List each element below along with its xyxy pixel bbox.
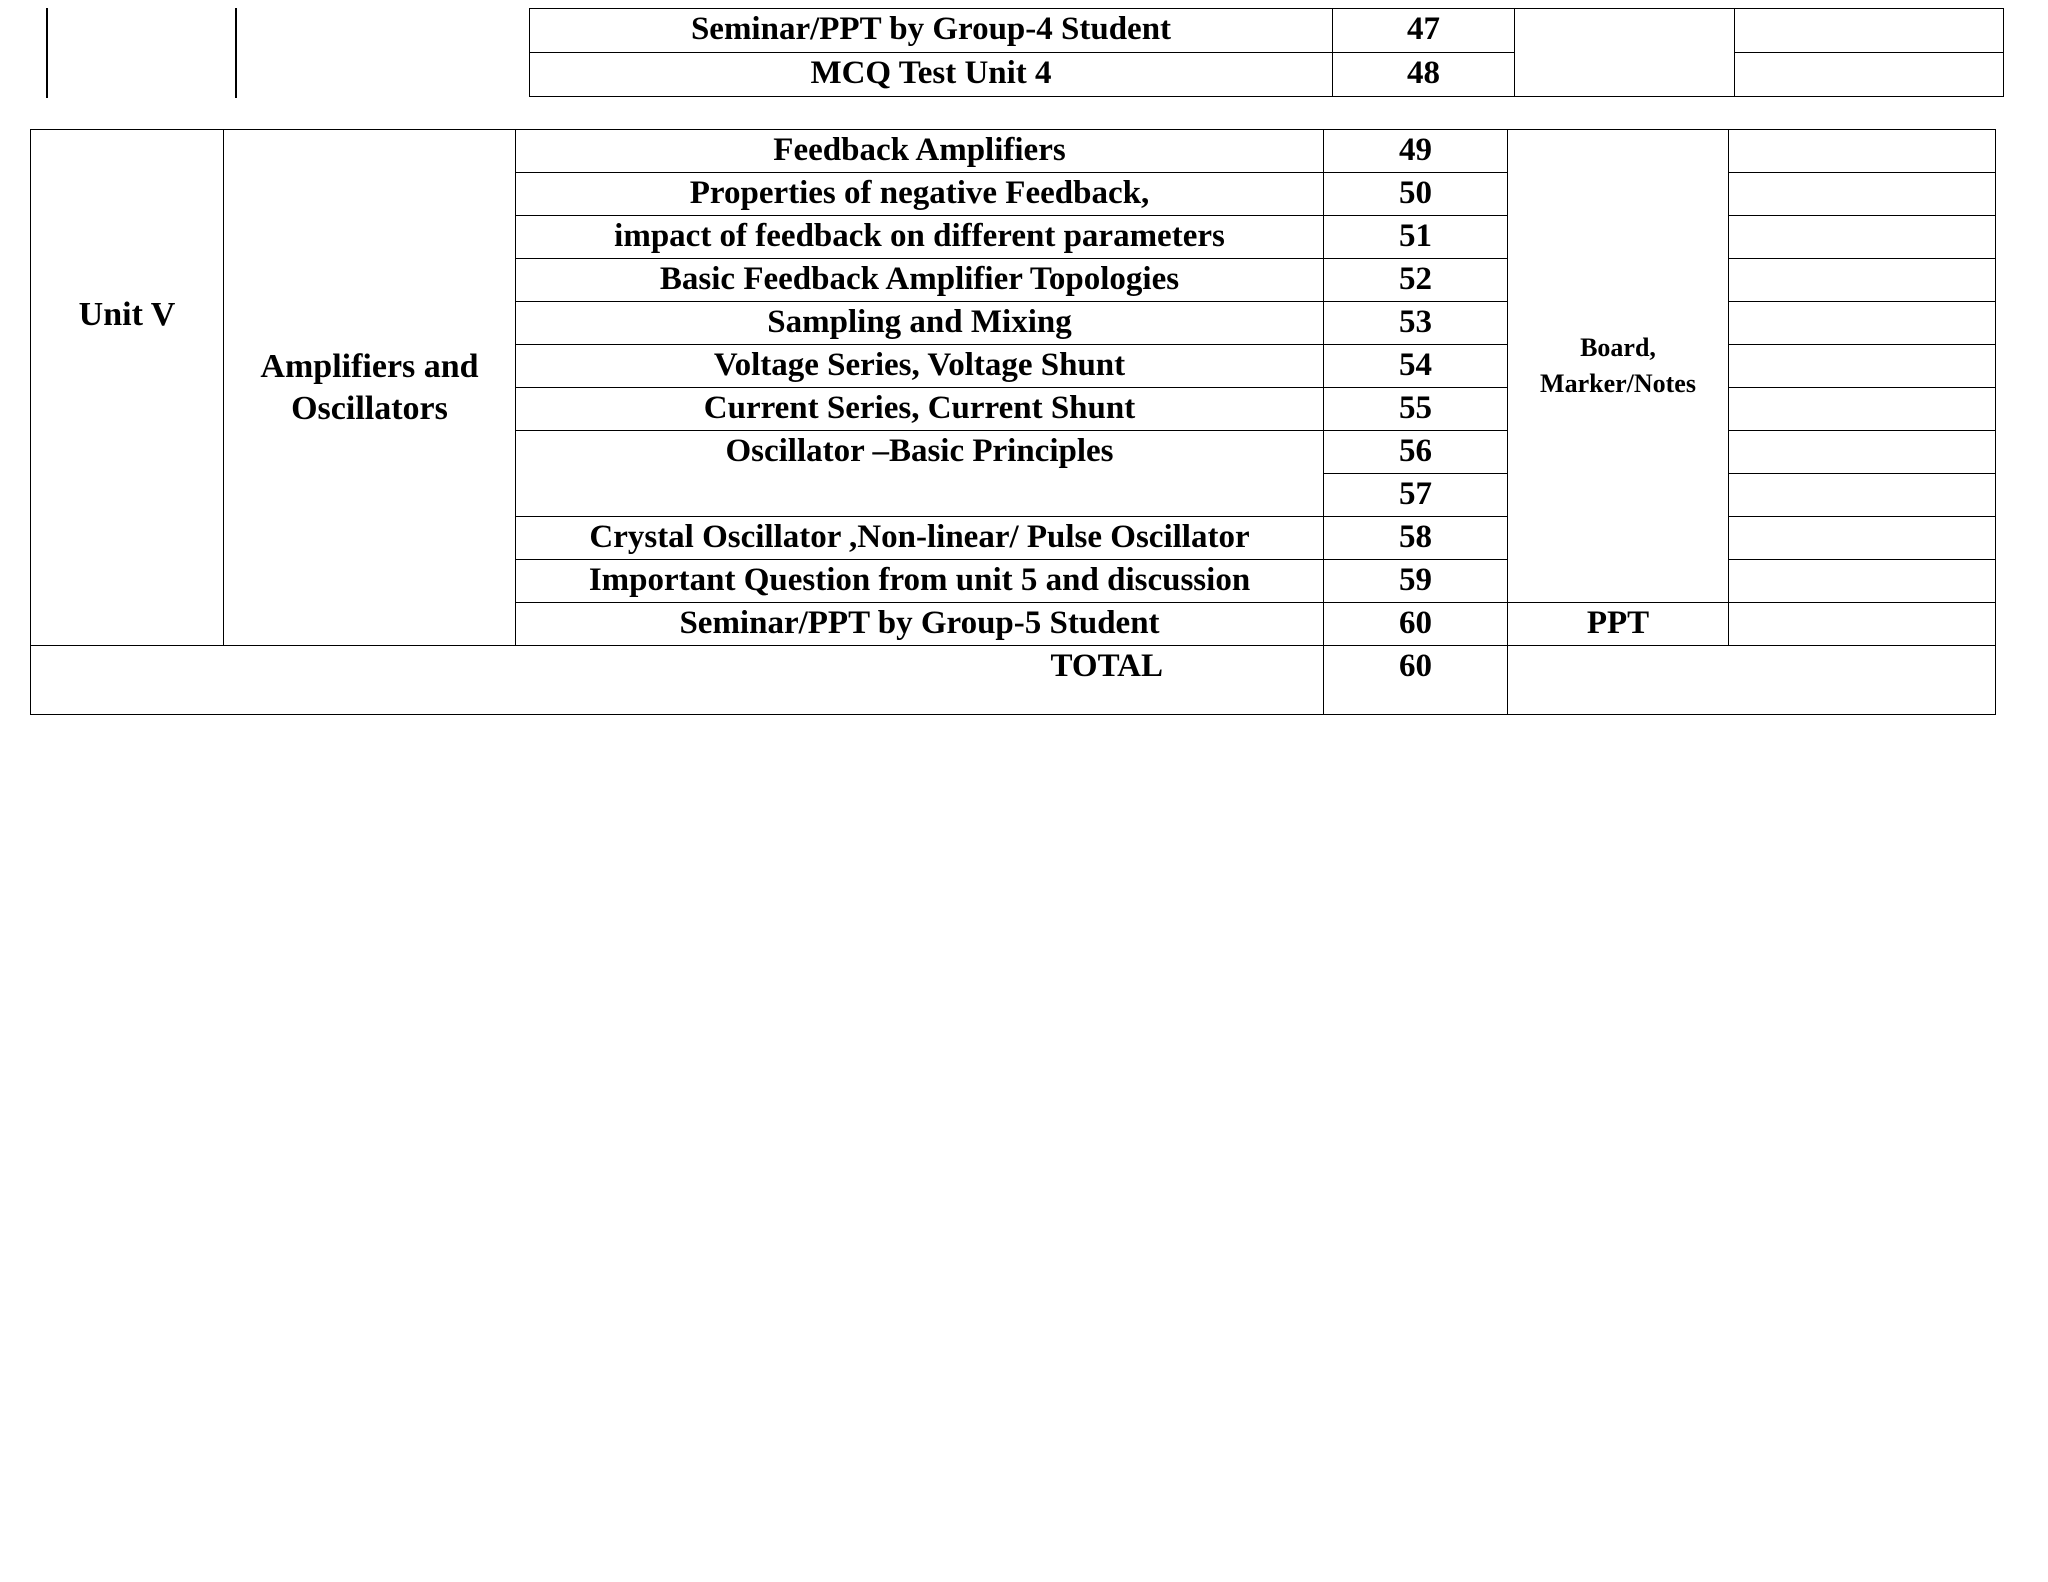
- lecture-number: 55: [1324, 388, 1508, 431]
- topic-cell: Oscillator –Basic Principles: [516, 431, 1324, 517]
- teaching-aid-ppt: PPT: [1508, 603, 1729, 646]
- total-label: TOTAL: [31, 646, 1324, 715]
- top-continuation-table: [529, 8, 2004, 97]
- topic-cell: Seminar/PPT by Group-4 Student: [530, 9, 1333, 53]
- lecture-number: 58: [1324, 517, 1508, 560]
- remarks-cell: [1729, 431, 1996, 474]
- topic-cell: Seminar/PPT by Group-5 Student: [516, 603, 1324, 646]
- remarks-cell: [1729, 173, 1996, 216]
- table-row: [530, 9, 2004, 53]
- remarks-cell: [1729, 259, 1996, 302]
- unit-label: Unit V: [31, 130, 224, 646]
- remarks-cell: [1729, 345, 1996, 388]
- remarks-cell: [1729, 560, 1996, 603]
- table-row: [530, 53, 2004, 97]
- topic-cell: Basic Feedback Amplifier Topologies: [516, 259, 1324, 302]
- topic-cell: impact of feedback on different parameters: [516, 216, 1324, 259]
- lecture-number: 59: [1324, 560, 1508, 603]
- teaching-aids-cell: [1508, 130, 1729, 603]
- total-value: 60: [1324, 646, 1508, 715]
- remarks-cell: [1729, 388, 1996, 431]
- topic-cell: Feedback Amplifiers: [516, 130, 1324, 173]
- lecture-number: 50: [1324, 173, 1508, 216]
- lecture-number: 57: [1324, 474, 1508, 517]
- lecture-number: 51: [1324, 216, 1508, 259]
- left-border-line-1: [46, 8, 48, 98]
- remarks-cell: [1729, 603, 1996, 646]
- topic-cell: Voltage Series, Voltage Shunt: [516, 345, 1324, 388]
- topic-cell: MCQ Test Unit 4: [530, 53, 1333, 97]
- lecture-number: 60: [1324, 603, 1508, 646]
- unit-title-text: Amplifiers and Oscillators: [260, 347, 479, 427]
- remarks-cell: [1729, 517, 1996, 560]
- topic-cell: Crystal Oscillator ,Non-linear/ Pulse Oscillator: [516, 517, 1324, 560]
- remarks-cell: [1729, 474, 1996, 517]
- lecture-number: 49: [1324, 130, 1508, 173]
- remarks-cell: [1729, 130, 1996, 173]
- total-empty-cell: [1508, 646, 1996, 715]
- remarks-cell: [1735, 53, 2004, 97]
- unit-title: [224, 130, 516, 646]
- total-row: [31, 646, 1996, 715]
- lecture-number: 56: [1324, 431, 1508, 474]
- left-border-line-2: [235, 8, 237, 98]
- aids-cell: [1515, 9, 1735, 97]
- lecture-number: 54: [1324, 345, 1508, 388]
- topic-cell: Important Question from unit 5 and discussion: [516, 560, 1324, 603]
- table-row: [31, 130, 1996, 173]
- lecture-number: 52: [1324, 259, 1508, 302]
- topic-cell: Current Series, Current Shunt: [516, 388, 1324, 431]
- remarks-cell: [1729, 302, 1996, 345]
- lecture-number: 48: [1333, 53, 1515, 97]
- remarks-cell: [1735, 9, 2004, 53]
- topic-cell: Sampling and Mixing: [516, 302, 1324, 345]
- topic-cell: Properties of negative Feedback,: [516, 173, 1324, 216]
- lecture-number: 47: [1333, 9, 1515, 53]
- unit-v-table: [30, 129, 1996, 715]
- teaching-aids-text: Board, Marker/Notes: [1540, 333, 1696, 398]
- remarks-cell: [1729, 216, 1996, 259]
- lecture-number: 53: [1324, 302, 1508, 345]
